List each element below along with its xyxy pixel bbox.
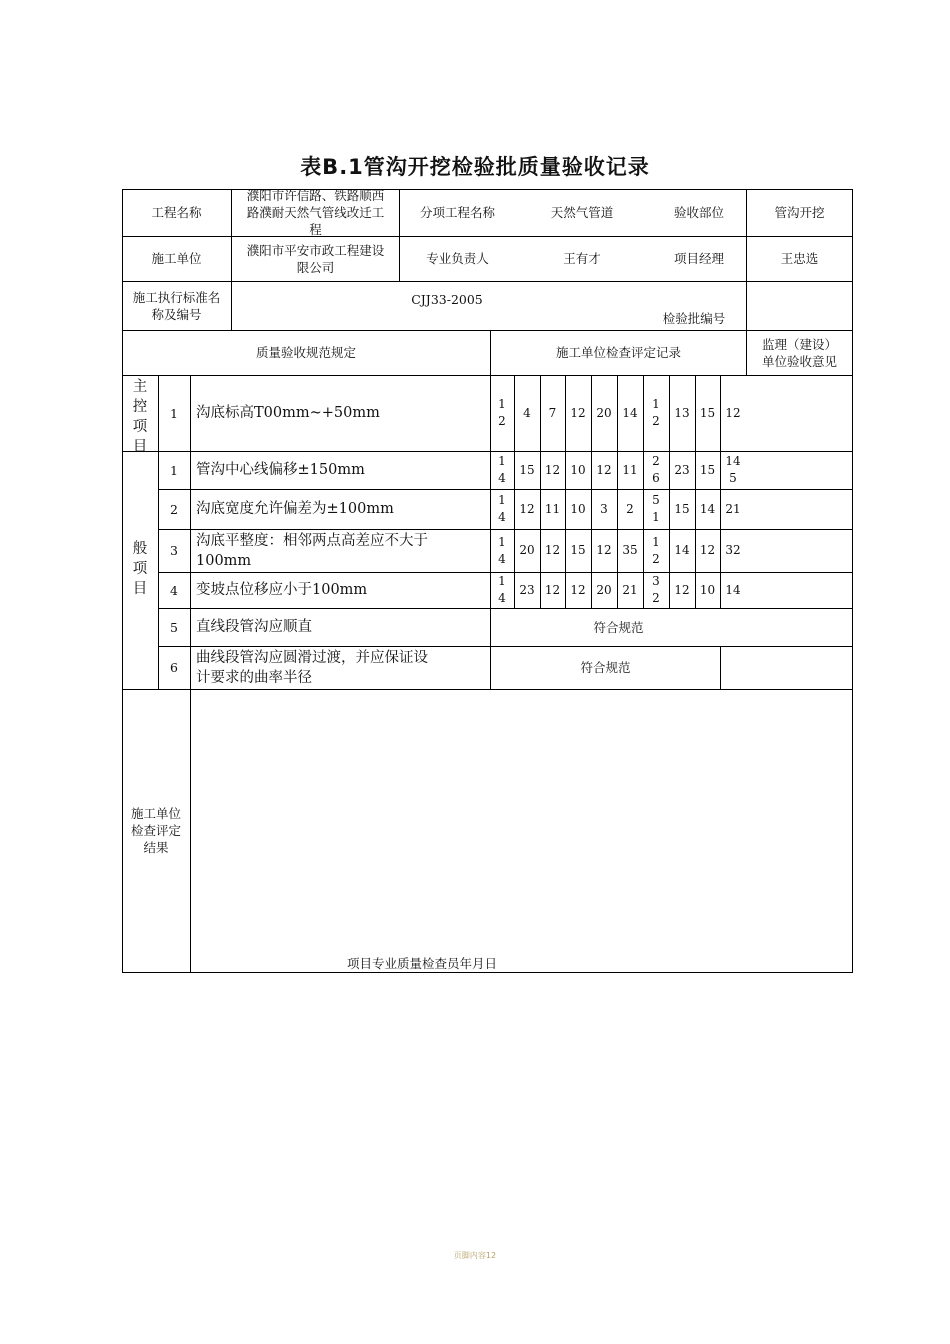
grid-line-horizontal <box>122 689 853 690</box>
measured-value: 10 <box>699 582 716 597</box>
measured-value: 13 <box>674 405 690 420</box>
grid-line-vertical <box>190 375 191 973</box>
measured-value: 11 <box>544 501 561 516</box>
standard-value: CJJ33-2005 <box>411 291 483 307</box>
measured-value: 12 <box>596 462 612 477</box>
measured-value: 14 <box>622 405 638 420</box>
tech-lead-label: 专业负责人 <box>426 251 489 266</box>
measured-value: 12 <box>725 405 741 420</box>
measured-value: 12 <box>699 543 716 557</box>
tech-lead-value: 王有才 <box>563 251 601 266</box>
item-requirement: 管沟中心线偏移±150mm <box>196 462 365 478</box>
item-conclusion: 符合规范 <box>580 660 631 675</box>
acceptance-record-table <box>122 189 852 972</box>
measured-value: 3 2 <box>652 574 660 605</box>
measured-value: 12 <box>570 582 586 597</box>
measured-value: 2 6 <box>652 454 660 485</box>
measured-value: 10 <box>570 462 586 477</box>
spec-column-header: 质量验收规范规定 <box>255 345 356 360</box>
measured-value: 1 4 <box>498 454 506 485</box>
measured-value: 15 <box>519 462 535 477</box>
item-requirement: 变坡点位移应小于100mm <box>196 582 368 598</box>
measured-value: 1 2 <box>652 534 660 566</box>
measured-value: 32 <box>725 543 741 557</box>
measured-value: 10 <box>570 501 586 516</box>
measured-value: 5 1 <box>652 493 660 524</box>
project-name-value: 濮阳市许信路、铁路顺西 路濮耐天然气管线改迁工 程 <box>246 188 385 237</box>
measured-value: 7 <box>548 405 557 420</box>
item-number: 4 <box>170 582 178 598</box>
acceptance-part-value: 管沟开挖 <box>774 205 825 220</box>
item-requirement: 沟底标高T00mm~+50mm <box>196 405 380 421</box>
standard-label: 施工执行标准名 称及编号 <box>132 289 221 322</box>
measured-value: 1 4 <box>498 493 506 524</box>
item-requirement: 直线段管沟应顺直 <box>196 619 312 635</box>
grid-line-vertical <box>852 189 853 973</box>
measured-value: 14 <box>674 543 690 557</box>
contractor-value: 濮阳市平安市政工程建设 限公司 <box>246 242 385 275</box>
measured-value: 15 <box>699 462 716 477</box>
sub-project-label: 分项工程名称 <box>419 205 495 220</box>
sub-project-value: 天然气管道 <box>550 205 614 220</box>
pm-label: 项目经理 <box>673 251 724 266</box>
pm-value: 王忠选 <box>780 251 819 266</box>
item-requirement: 曲线段管沟应圆滑过渡，并应保证设 计要求的曲率半径 <box>196 649 428 686</box>
item-requirement: 沟底平整度：相邻两点高差应不大于 100mm <box>196 532 428 569</box>
inspector-signature-line: 项目专业质量检查员年月日 <box>346 955 497 971</box>
measured-value: 1 4 <box>498 534 506 566</box>
measured-value: 23 <box>674 462 690 477</box>
measured-value: 12 <box>596 543 612 557</box>
measured-value: 23 <box>519 582 535 597</box>
record-column-header: 施工单位检查评定记录 <box>555 345 681 360</box>
result-label: 施工单位 检查评定 结果 <box>130 806 181 855</box>
page-footer: 页脚内容12 <box>453 1251 497 1260</box>
item-number: 3 <box>170 543 178 558</box>
item-number: 5 <box>170 619 178 635</box>
item-number: 6 <box>170 660 178 675</box>
page-title: 表B.1管沟开挖检验批质量验收记录 <box>300 155 650 179</box>
contractor-label: 施工单位 <box>151 251 202 266</box>
measured-value: 1 4 <box>498 574 506 605</box>
general-items-group-label: 般 项 目 <box>132 541 148 597</box>
measured-value: 20 <box>596 405 612 420</box>
grid-line-horizontal <box>122 972 853 973</box>
measured-value: 15 <box>674 501 690 516</box>
measured-value: 12 <box>544 543 561 557</box>
measured-value: 20 <box>519 543 535 557</box>
measured-value: 15 <box>570 543 586 557</box>
batch-no-label: 检验批编号 <box>662 310 726 326</box>
item-number: 1 <box>170 405 178 421</box>
measured-value: 20 <box>596 582 612 597</box>
item-conclusion: 符合规范 <box>593 619 644 635</box>
measured-value: 4 <box>523 405 531 420</box>
item-requirement: 沟底宽度允许偏差为±100mm <box>196 501 394 517</box>
item-number: 1 <box>170 462 178 478</box>
measured-value: 14 <box>725 582 741 597</box>
measured-value: 14 <box>699 501 716 516</box>
measured-value: 21 <box>622 582 638 597</box>
measured-value: 3 <box>600 501 608 516</box>
measured-value: 12 <box>519 501 535 516</box>
measured-value: 15 <box>699 405 716 420</box>
measured-value: 14 5 <box>725 454 741 485</box>
measured-value: 1 2 <box>498 397 506 428</box>
measured-value: 1 2 <box>652 397 660 428</box>
grid-line-vertical <box>720 646 721 690</box>
measured-value: 2 <box>626 501 634 516</box>
measured-value: 11 <box>622 462 638 477</box>
measured-value: 21 <box>725 501 741 516</box>
acceptance-part-label: 验收部位 <box>673 205 724 220</box>
measured-value: 12 <box>544 582 561 597</box>
measured-value: 12 <box>544 462 561 477</box>
item-number: 2 <box>170 501 178 517</box>
measured-value: 35 <box>622 543 638 557</box>
measured-value: 12 <box>674 582 690 597</box>
supervisor-column-header: 监理（建设） 单位验收意见 <box>761 336 837 369</box>
main-items-group-label: 主 控 项 目 <box>132 379 148 455</box>
project-name-label: 工程名称 <box>151 205 202 220</box>
measured-value: 12 <box>570 405 586 420</box>
